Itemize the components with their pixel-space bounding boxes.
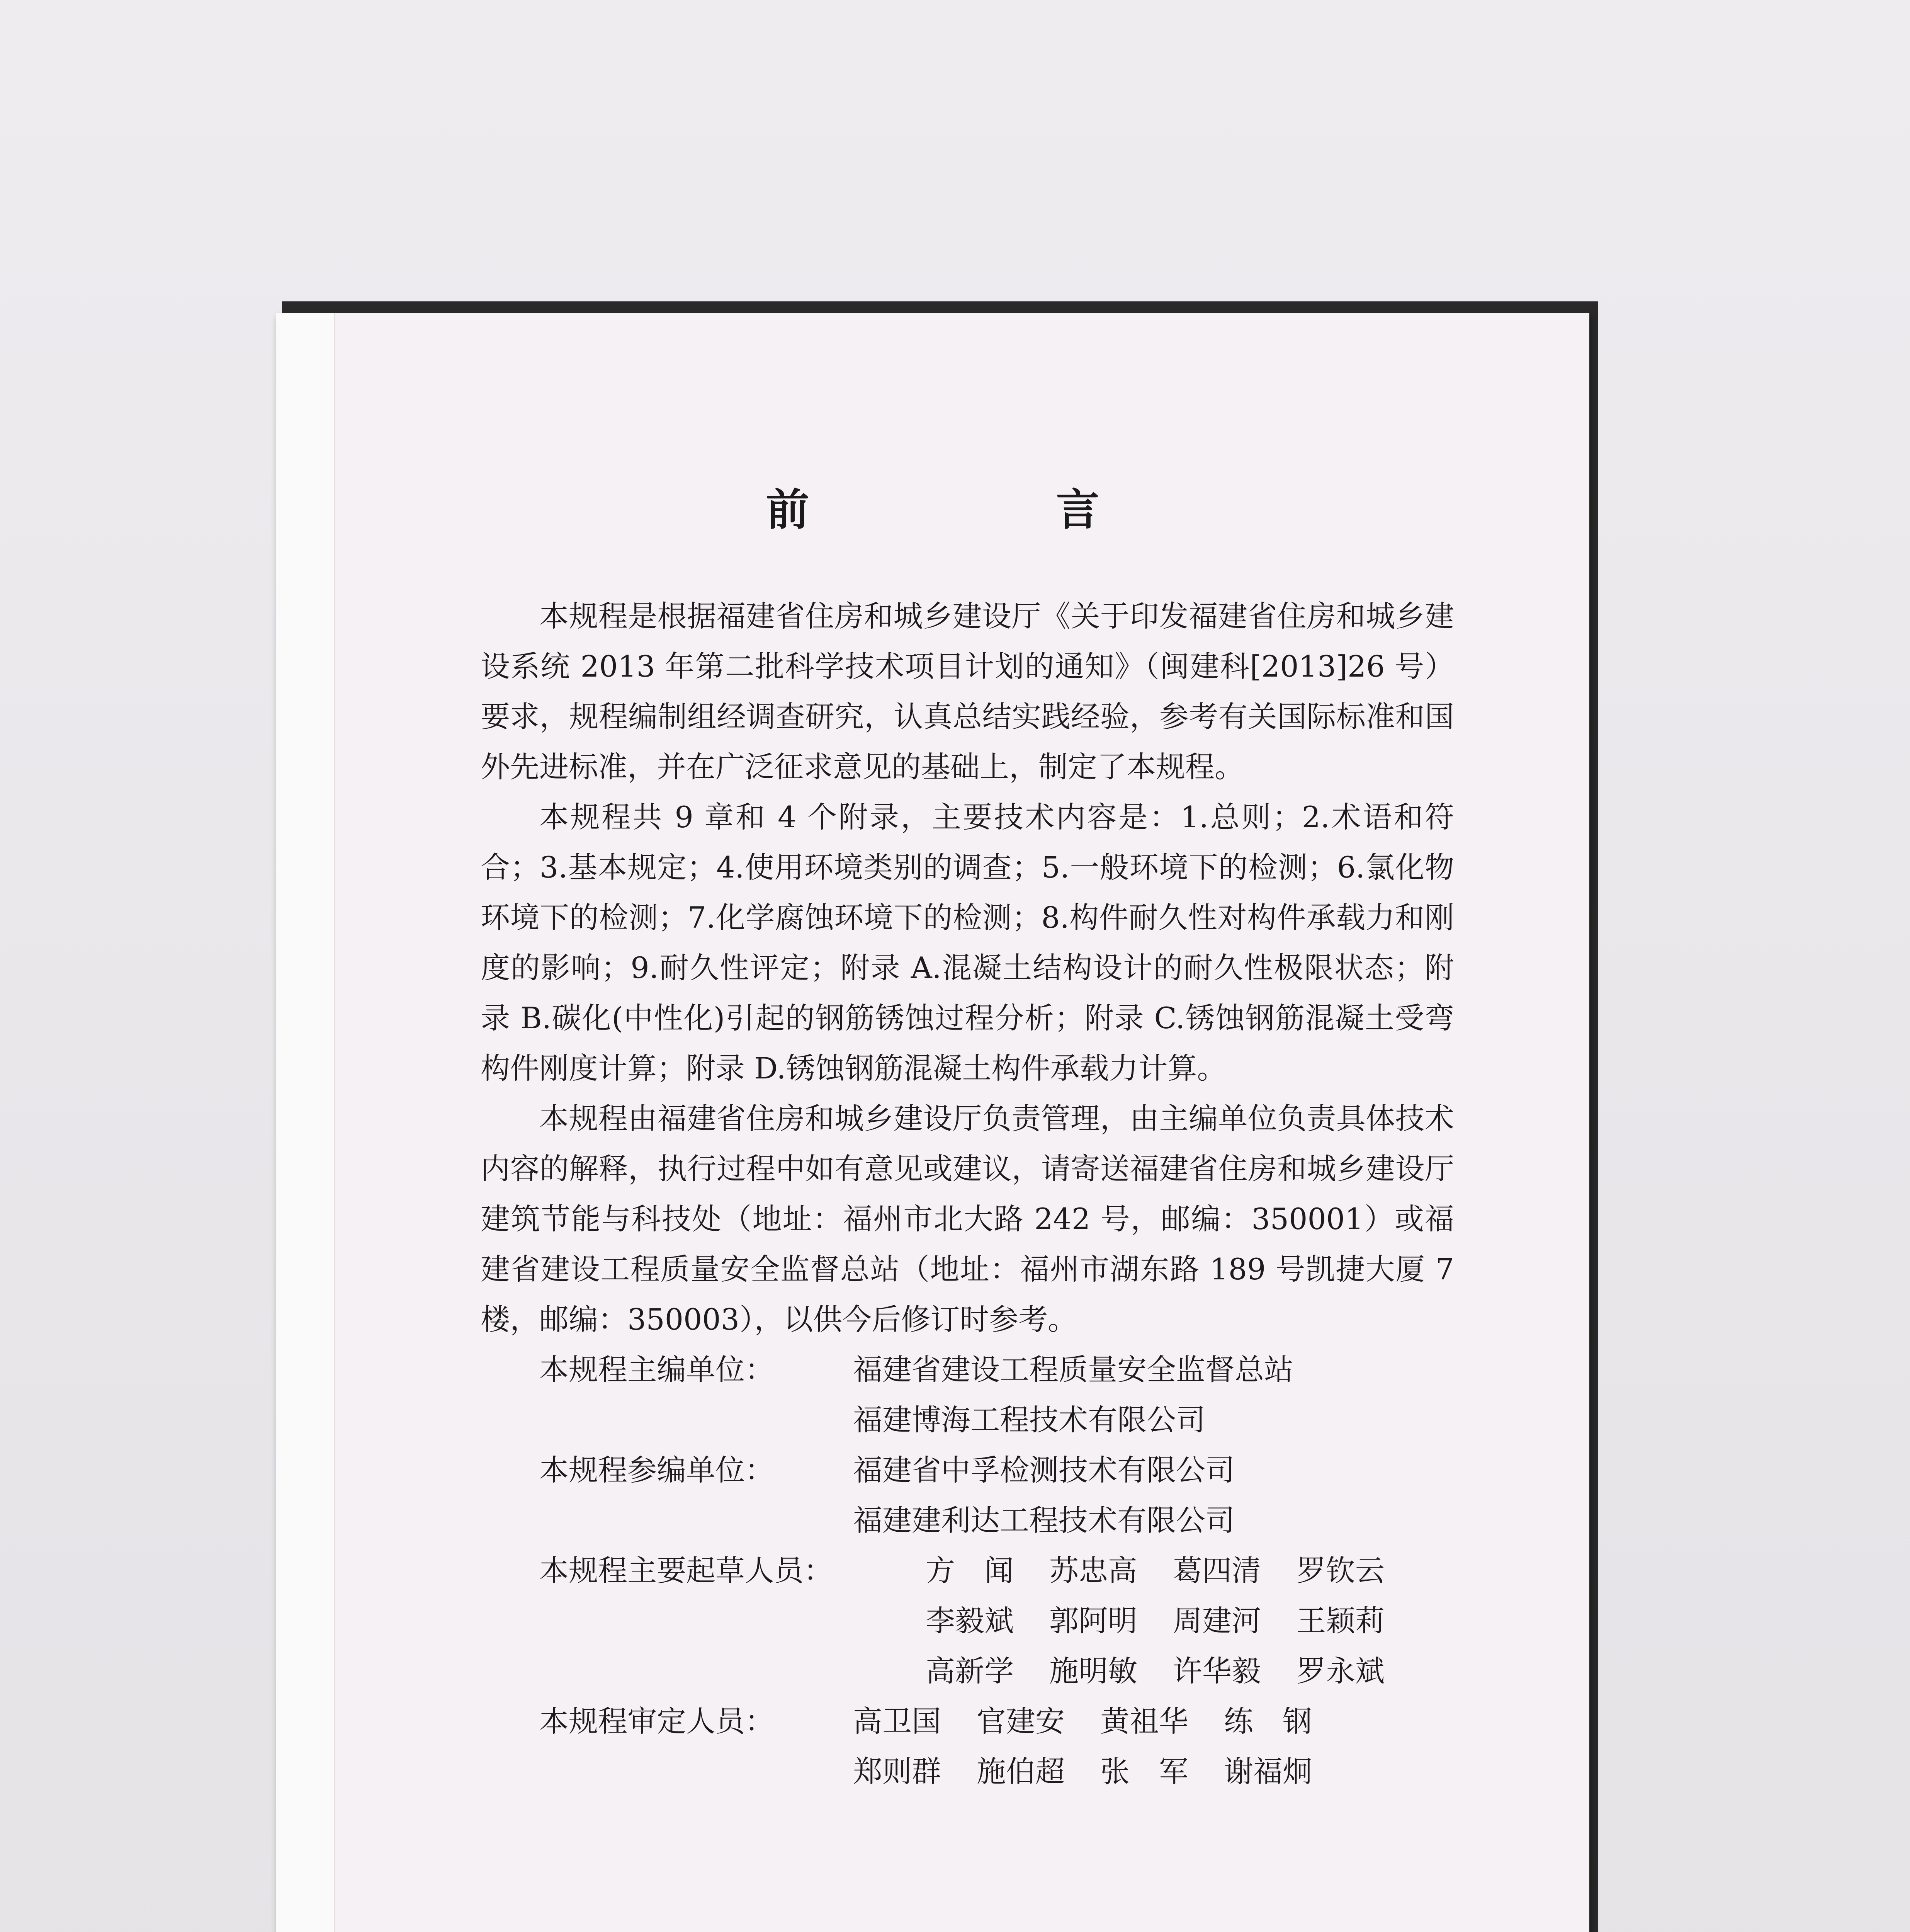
participating-unit-2: 福建建利达工程技术有限公司 xyxy=(853,1503,1235,1537)
paragraph-contact: 本规程由福建省住房和城乡建设厅负责管理，由主编单位负责具体技术内容的解释，执行过程中如有意见或建议，请寄送福建省住房和城乡建设厅建筑节能与科技处（地址：福州市北大路 242 号，邮编：350001）或福建省建设工程质量安全监督总站（地址：福州市湖东路 189 号凯捷大厦 7 楼，邮编：350003），以供今后修订时参考。 xyxy=(481,1101,1454,1337)
drafter-name: 王颖莉 xyxy=(1297,1604,1385,1638)
drafter-name: 高新学 xyxy=(926,1654,1014,1688)
drafters-row xyxy=(481,1546,1454,1696)
reviewer-name: 张 军 xyxy=(1100,1754,1188,1789)
chief-unit-row xyxy=(481,1345,1454,1395)
chief-unit-2: 福建博海工程技术有限公司 xyxy=(853,1403,1205,1437)
reviewer-name: 施伯超 xyxy=(977,1754,1065,1789)
reviewer-name: 郑则群 xyxy=(853,1754,941,1789)
paragraph-intro: 本规程是根据福建省住房和城乡建设厅《关于印发福建省住房和城乡建设系统 2013 年第二批科学技术项目计划的通知》（闽建科[2013]26 号）要求，规程编制组经调查研究，认真总结实践经验，参考有关国际标准和国外先进标准，并在广泛征求意见的基础上，制定了本规程。 xyxy=(481,599,1454,784)
document-page xyxy=(276,313,1589,1932)
page-spine xyxy=(276,313,335,1932)
reviewer-name: 谢福炯 xyxy=(1224,1754,1312,1789)
label-spacer xyxy=(481,1395,853,1445)
drafter-name: 方 闻 xyxy=(926,1553,1014,1588)
drafters-names xyxy=(926,1546,1420,1696)
drafter-name: 罗永斌 xyxy=(1297,1654,1385,1688)
drafter-name: 周建河 xyxy=(1173,1604,1261,1638)
drafters-label: 本规程主要起草人员： xyxy=(539,1553,833,1588)
reviewers-row xyxy=(481,1696,1454,1797)
reviewer-name: 高卫国 xyxy=(853,1704,941,1738)
chief-unit-1: 福建省建设工程质量安全监督总站 xyxy=(853,1352,1293,1387)
page-title: 前 言 xyxy=(766,485,1215,535)
participating-unit-row-2 xyxy=(481,1495,1454,1546)
reviewers-names xyxy=(853,1696,1348,1797)
participating-unit-row xyxy=(481,1445,1454,1495)
drafter-name: 葛四清 xyxy=(1173,1553,1261,1588)
chief-unit-row-2 xyxy=(481,1395,1454,1445)
reviewer-name: 官建安 xyxy=(977,1704,1065,1738)
label-spacer xyxy=(481,1495,853,1546)
reviewer-name: 练 钢 xyxy=(1224,1704,1312,1738)
drafter-name: 许华毅 xyxy=(1173,1654,1261,1688)
drafter-name: 罗钦云 xyxy=(1297,1553,1385,1588)
drafter-name: 李毅斌 xyxy=(926,1604,1014,1638)
drafter-name: 苏忠高 xyxy=(1049,1553,1137,1588)
participating-unit-1: 福建省中孚检测技术有限公司 xyxy=(853,1453,1235,1487)
chief-unit-label: 本规程主编单位： xyxy=(539,1352,774,1387)
credits-section xyxy=(481,1345,1454,1797)
foreword-body xyxy=(481,591,1454,1797)
drafter-name: 郭阿明 xyxy=(1049,1604,1137,1638)
reviewer-name: 黄祖华 xyxy=(1100,1704,1188,1738)
drafter-name: 施明敏 xyxy=(1049,1654,1137,1688)
participating-unit-label: 本规程参编单位： xyxy=(539,1453,774,1487)
paragraph-contents: 本规程共 9 章和 4 个附录，主要技术内容是：1.总则；2.术语和符合；3.基本规定；4.使用环境类别的调查；5.一般环境下的检测；6.氯化物环境下的检测；7.化学腐蚀环境下的检测；8.构件耐久性对构件承载力和刚度的影响；9.耐久性评定；附录 A.混凝土结构设计的耐久性极限状态；附录 B.碳化(中性化)引起的钢筋锈蚀过程分析；附录 C.锈蚀钢筋混凝土受弯构件刚度计算；附录 D.锈蚀钢筋混凝土构件承载力计算。 xyxy=(481,800,1454,1085)
reviewers-label: 本规程审定人员： xyxy=(539,1704,774,1738)
